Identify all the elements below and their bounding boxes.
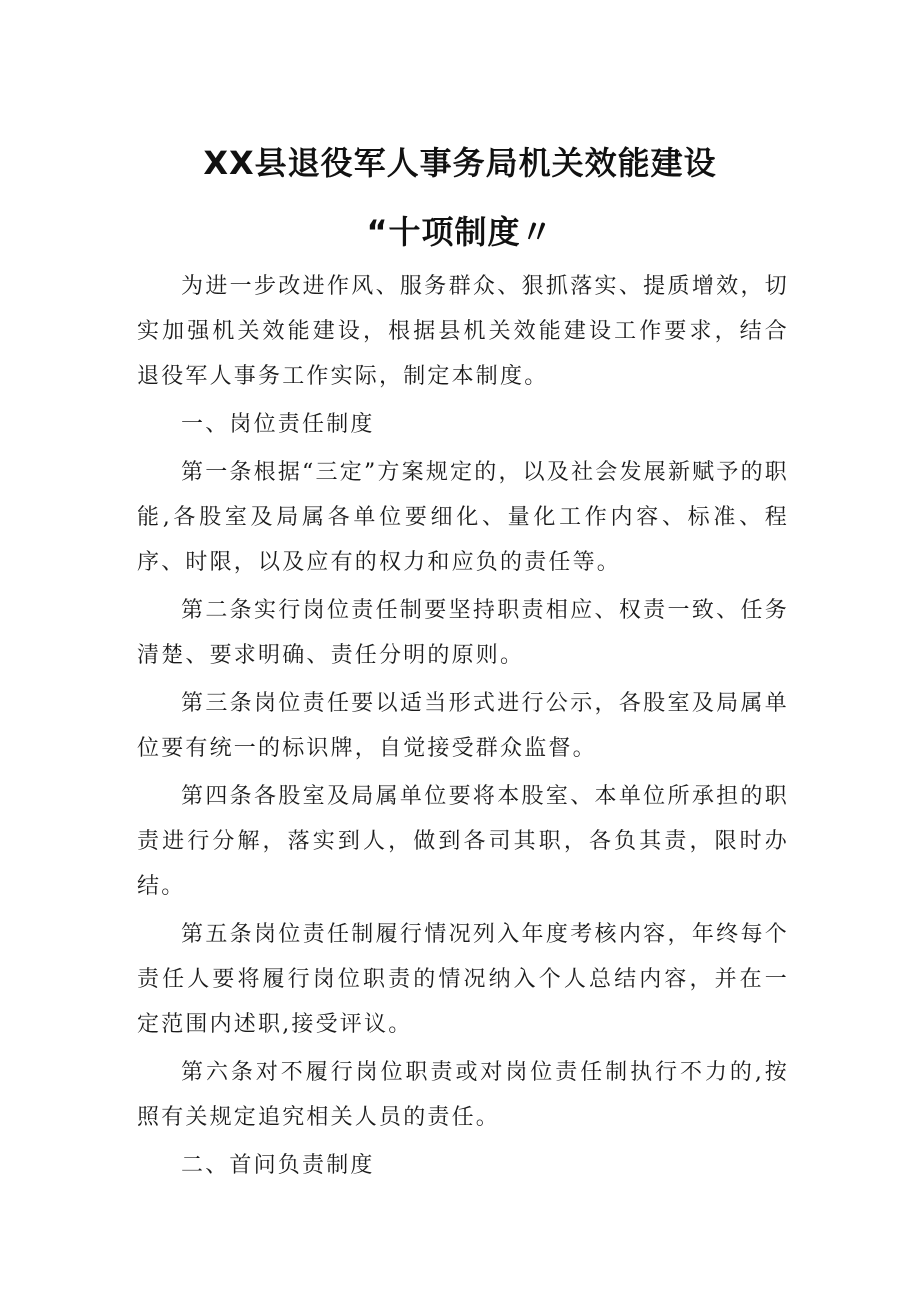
article-1-paragraph: 第一条根据“三定”方案规定的，以及社会发展新赋予的职能,各股室及局属各单位要细化、量化工作内容、标准、程序、时限，以及应有的权力和应负的责任等。 (137, 460, 789, 575)
article-3-paragraph: 第三条岗位责任要以适当形式进行公示，各股室及局属单位要有统一的标识牌，自觉接受群众监督。 (137, 691, 789, 761)
article-6-paragraph: 第六条对不履行岗位职责或对岗位责任制执行不力的,按照有关规定追究相关人员的责任。 (137, 1060, 789, 1130)
article-5-paragraph: 第五条岗位责任制履行情况列入年度考核内容，年终每个责任人要将履行岗位职责的情况纳入个人总结内容，并在一定范围内述职,接受评议。 (137, 922, 789, 1037)
document-body (137, 264, 789, 1191)
section-heading-2: 二、首问负责制度 (181, 1153, 375, 1178)
document-title-line-2: “十项制度〃 (366, 213, 554, 251)
section-heading-1: 一、岗位责任制度 (181, 412, 375, 437)
intro-paragraph: 为进一步改进作风、服务群众、狠抓落实、提质增效，切实加强机关效能建设，根据县机关效能建设工作要求，结合退役军人事务工作实际，制定本制度。 (137, 274, 789, 389)
article-4-paragraph: 第四条各股室及局属单位要将本股室、本单位所承担的职责进行分解，落实到人，做到各司其职，各负其责，限时办结。 (137, 784, 789, 899)
article-2-paragraph: 第二条实行岗位责任制要坚持职责相应、权责一致、任务清楚、要求明确、责任分明的原则。 (137, 598, 789, 668)
document-title-line-1: XX县退役军人事务局机关效能建设 (203, 144, 717, 182)
